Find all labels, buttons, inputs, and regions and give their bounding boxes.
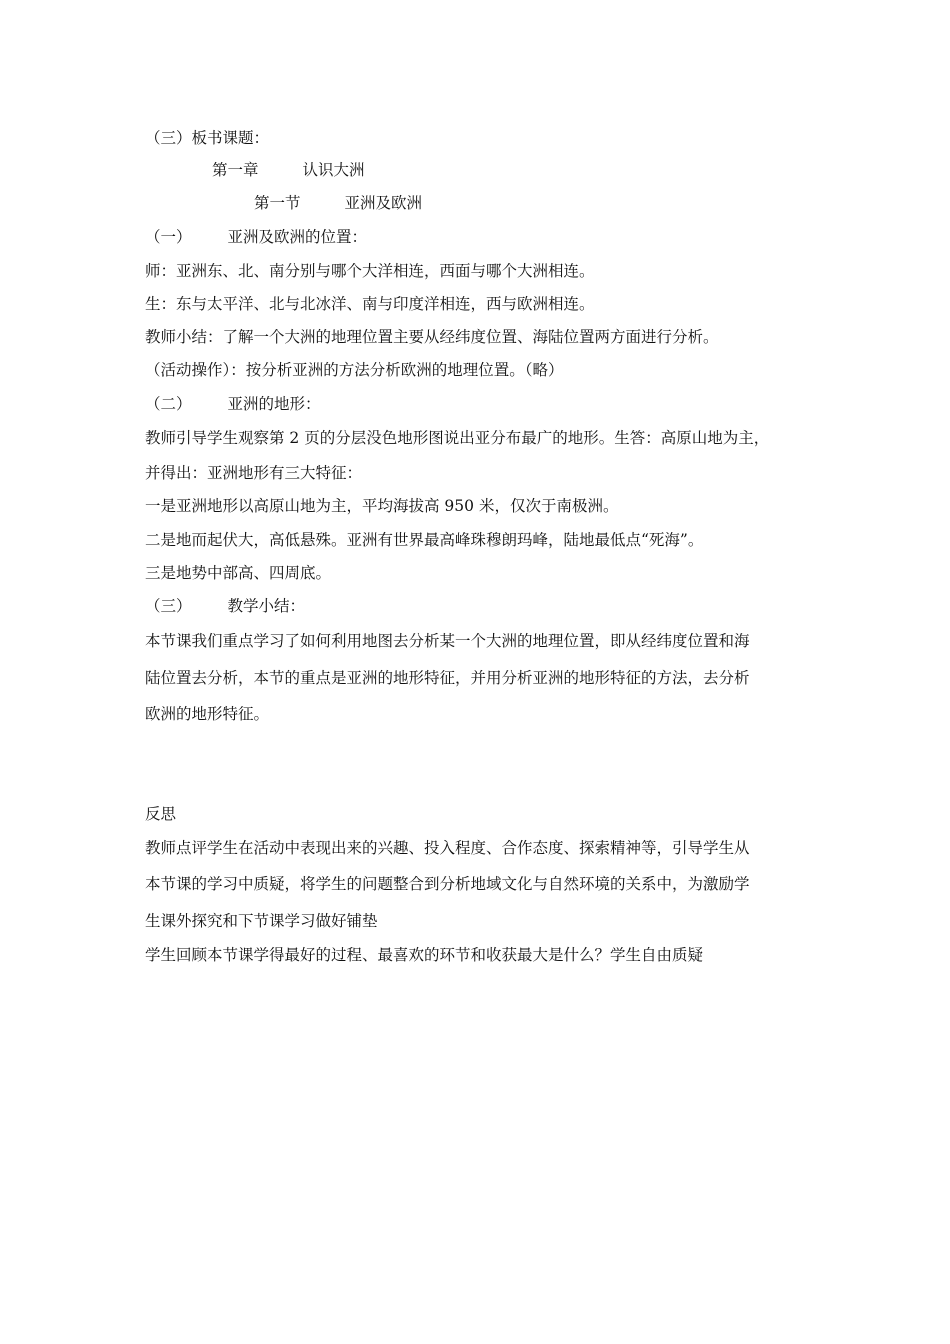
part1-heading — [145, 227, 367, 247]
part2-line: 一是亚洲地形以高原山地为主，平均海拔高 950 米，仅次于南极洲。 — [145, 497, 619, 515]
part3-heading — [145, 596, 305, 616]
part1-title: 亚洲及欧洲的位置： — [227, 228, 368, 246]
part1-line: 教师小结：了解一个大洲的地理位置主要从经纬度位置、海陆位置两方面进行分析。 — [145, 328, 719, 346]
part2-line: 教师引导学生观察第 2 页的分层没色地形图说出亚分布最广的地形。生答：高原山地为主， — [145, 429, 770, 447]
reflection-title: 反思 — [145, 805, 177, 823]
reflection-line: 教师点评学生在活动中表现出来的兴趣、投入程度、合作态度、探索精神等，引导学生从 — [145, 839, 750, 857]
reflection-line: 学生回顾本节课学得最好的过程、最喜欢的环节和收获最大是什么？学生自由质疑 — [145, 946, 704, 964]
section-number: 第一节 — [254, 194, 301, 212]
chapter-title — [212, 160, 365, 180]
part2-line: 三是地势中部高、四周底。 — [145, 564, 332, 582]
section-name: 亚洲及欧洲 — [344, 194, 423, 212]
part2-heading — [145, 394, 321, 414]
part2-line: 二是地而起伏大，高低悬殊。亚洲有世界最高峰珠穆朗玛峰，陆地最低点“死海”。 — [145, 531, 704, 549]
part3-line: 本节课我们重点学习了如何利用地图去分析某一个大洲的地理位置，即从经纬度位置和海 — [145, 632, 750, 650]
part2-title: 亚洲的地形： — [227, 395, 321, 413]
part1-line: 师：亚洲东、北、南分别与哪个大洋相连，西面与哪个大洲相连。 — [145, 262, 595, 280]
part1-line: （活动操作）：按分析亚洲的方法分析欧洲的地理位置。（略） — [145, 361, 564, 379]
chapter-name: 认识大洲 — [302, 161, 365, 179]
reflection-line: 生课外探究和下节课学习做好铺垫 — [145, 912, 378, 930]
part1-line: 生：东与太平洋、北与北冰洋、南与印度洋相连，西与欧洲相连。 — [145, 295, 595, 313]
part2-line: 并得出：亚洲地形有三大特征： — [145, 464, 363, 482]
board-title-heading: （三）板书课题： — [145, 129, 270, 147]
part1-label: （一） — [145, 228, 192, 246]
section-title — [254, 193, 422, 213]
part3-line: 陆位置去分析，本节的重点是亚洲的地形特征，并用分析亚洲的地形特征的方法，去分析 — [145, 669, 750, 687]
part3-line: 欧洲的地形特征。 — [145, 705, 270, 723]
reflection-line: 本节课的学习中质疑，将学生的问题整合到分析地域文化与自然环境的关系中，为激励学 — [145, 875, 750, 893]
part2-label: （二） — [145, 395, 192, 413]
part3-label: （三） — [145, 597, 192, 615]
chapter-number: 第一章 — [212, 161, 259, 179]
part3-title: 教学小结： — [227, 597, 306, 615]
